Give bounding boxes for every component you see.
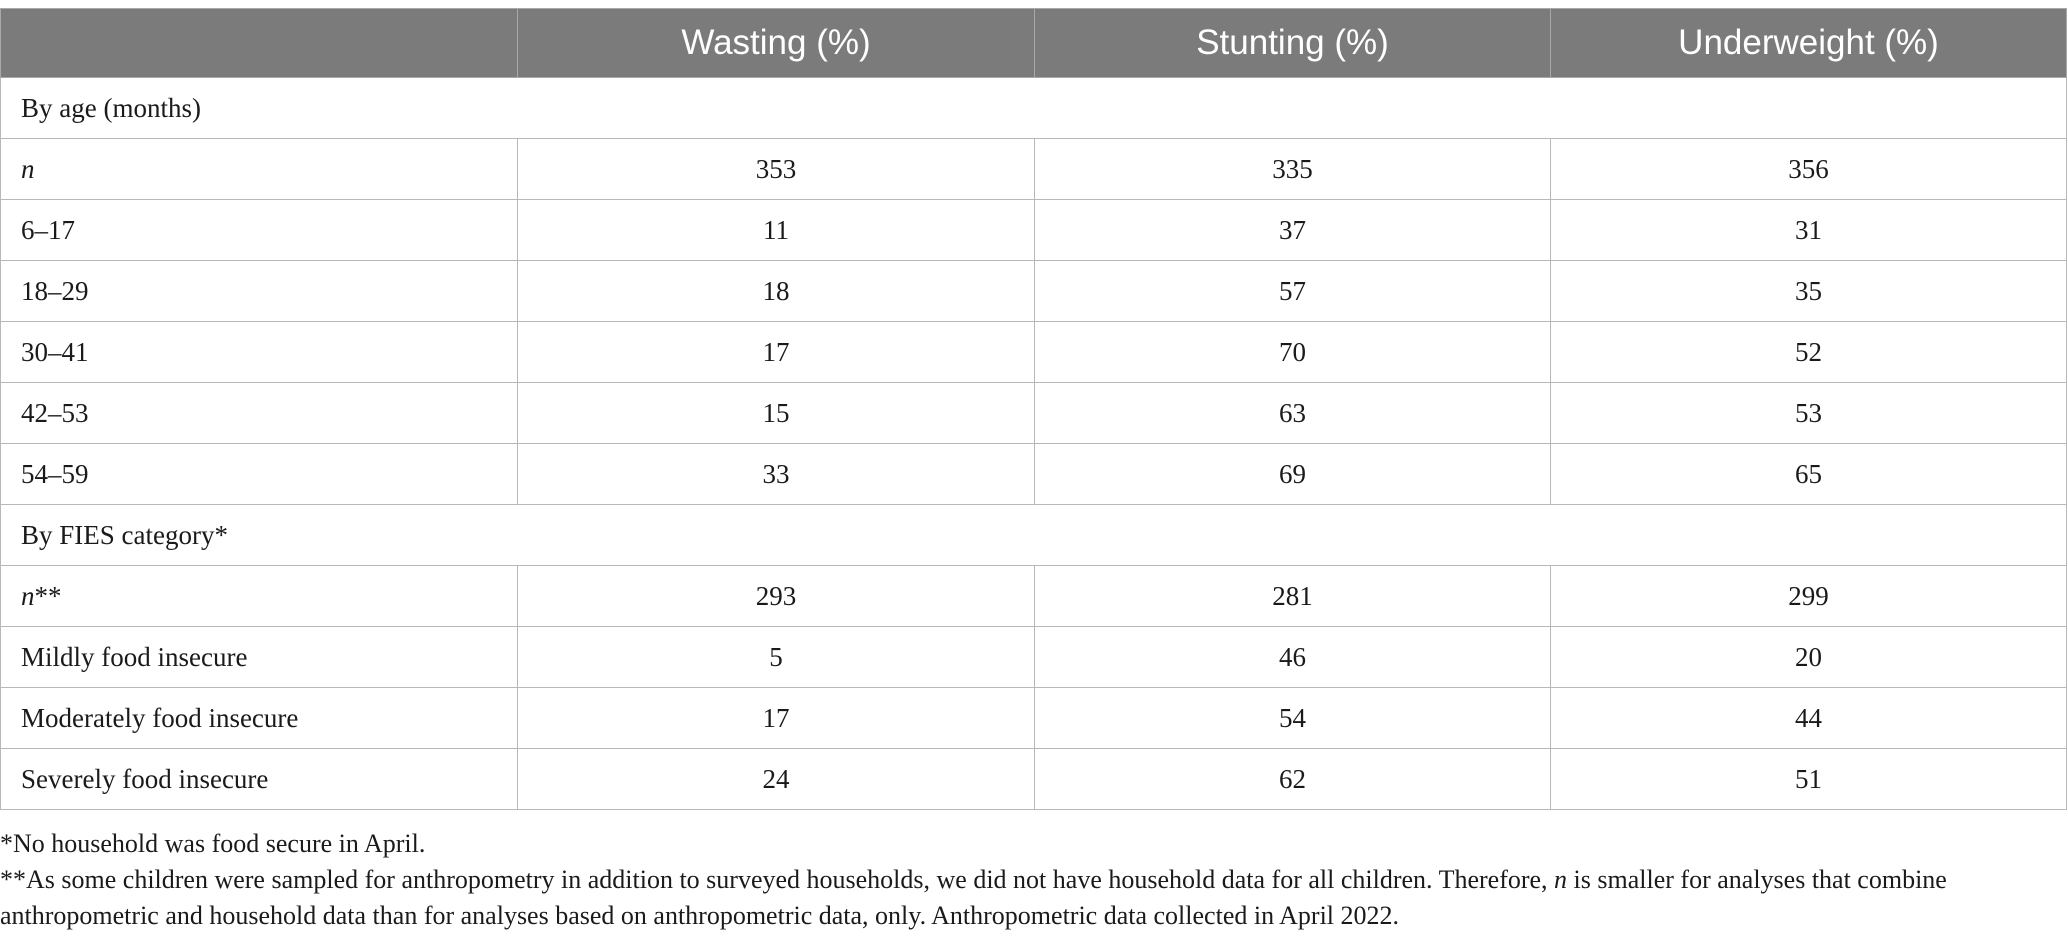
row-label: Moderately food insecure [1, 688, 518, 749]
cell-underweight: 44 [1551, 688, 2067, 749]
n-symbol: n [21, 580, 35, 611]
cell-wasting: 17 [518, 322, 1035, 383]
cell-underweight: 356 [1551, 139, 2067, 200]
cell-wasting: 18 [518, 261, 1035, 322]
table-row [1, 200, 2067, 261]
cell-wasting: 353 [518, 139, 1035, 200]
section-row-age [1, 78, 2067, 139]
footnote-1: *No household was food secure in April. [0, 829, 426, 858]
row-label-n [1, 566, 518, 627]
table-container [0, 8, 2066, 810]
table-row [1, 688, 2067, 749]
footnote-2 [0, 862, 2060, 934]
cell-wasting: 5 [518, 627, 1035, 688]
cell-underweight: 20 [1551, 627, 2067, 688]
n-footnote-marker: ** [34, 580, 62, 611]
cell-stunting: 69 [1035, 444, 1551, 505]
cell-stunting: 54 [1035, 688, 1551, 749]
table-row [1, 139, 2067, 200]
table-footnotes [0, 826, 2060, 934]
section-label-fies: By FIES category* [1, 505, 2067, 566]
table-row [1, 566, 2067, 627]
cell-stunting: 70 [1035, 322, 1551, 383]
row-label: n [1, 139, 518, 200]
table-row [1, 627, 2067, 688]
header-underweight: Underweight (%) [1551, 9, 2067, 78]
cell-wasting: 293 [518, 566, 1035, 627]
cell-wasting: 17 [518, 688, 1035, 749]
nutrition-table [0, 8, 2067, 810]
cell-stunting: 63 [1035, 383, 1551, 444]
footnote-2-text-a: **As some children were sampled for anthropometry in addition to surveyed households, we did not have household data for all children. Therefore, [0, 865, 1555, 894]
section-row-fies [1, 505, 2067, 566]
footnote-2-text-b: is smaller for analyses that combine anthropometric and household data than for analyses based on anthropometric data, only. Anthropometric data collected in April 2022. [0, 865, 1947, 930]
table-row [1, 749, 2067, 810]
cell-wasting: 15 [518, 383, 1035, 444]
row-label: 54–59 [1, 444, 518, 505]
row-label: 30–41 [1, 322, 518, 383]
header-stunting: Stunting (%) [1035, 9, 1551, 78]
cell-stunting: 335 [1035, 139, 1551, 200]
cell-underweight: 35 [1551, 261, 2067, 322]
cell-underweight: 31 [1551, 200, 2067, 261]
cell-underweight: 53 [1551, 383, 2067, 444]
cell-underweight: 51 [1551, 749, 2067, 810]
header-blank [1, 9, 518, 78]
cell-stunting: 62 [1035, 749, 1551, 810]
row-label: Mildly food insecure [1, 627, 518, 688]
cell-wasting: 24 [518, 749, 1035, 810]
section-label-age: By age (months) [1, 78, 2067, 139]
cell-stunting: 57 [1035, 261, 1551, 322]
row-label: 42–53 [1, 383, 518, 444]
footnote-2-n-symbol: n [1554, 865, 1568, 894]
cell-stunting: 281 [1035, 566, 1551, 627]
cell-underweight: 65 [1551, 444, 2067, 505]
cell-stunting: 37 [1035, 200, 1551, 261]
row-label: Severely food insecure [1, 749, 518, 810]
header-row [1, 9, 2067, 78]
cell-wasting: 11 [518, 200, 1035, 261]
cell-wasting: 33 [518, 444, 1035, 505]
table-row [1, 444, 2067, 505]
table-row [1, 261, 2067, 322]
cell-underweight: 52 [1551, 322, 2067, 383]
cell-stunting: 46 [1035, 627, 1551, 688]
cell-underweight: 299 [1551, 566, 2067, 627]
table-row [1, 383, 2067, 444]
row-label: 18–29 [1, 261, 518, 322]
table-row [1, 322, 2067, 383]
header-wasting: Wasting (%) [518, 9, 1035, 78]
row-label: 6–17 [1, 200, 518, 261]
